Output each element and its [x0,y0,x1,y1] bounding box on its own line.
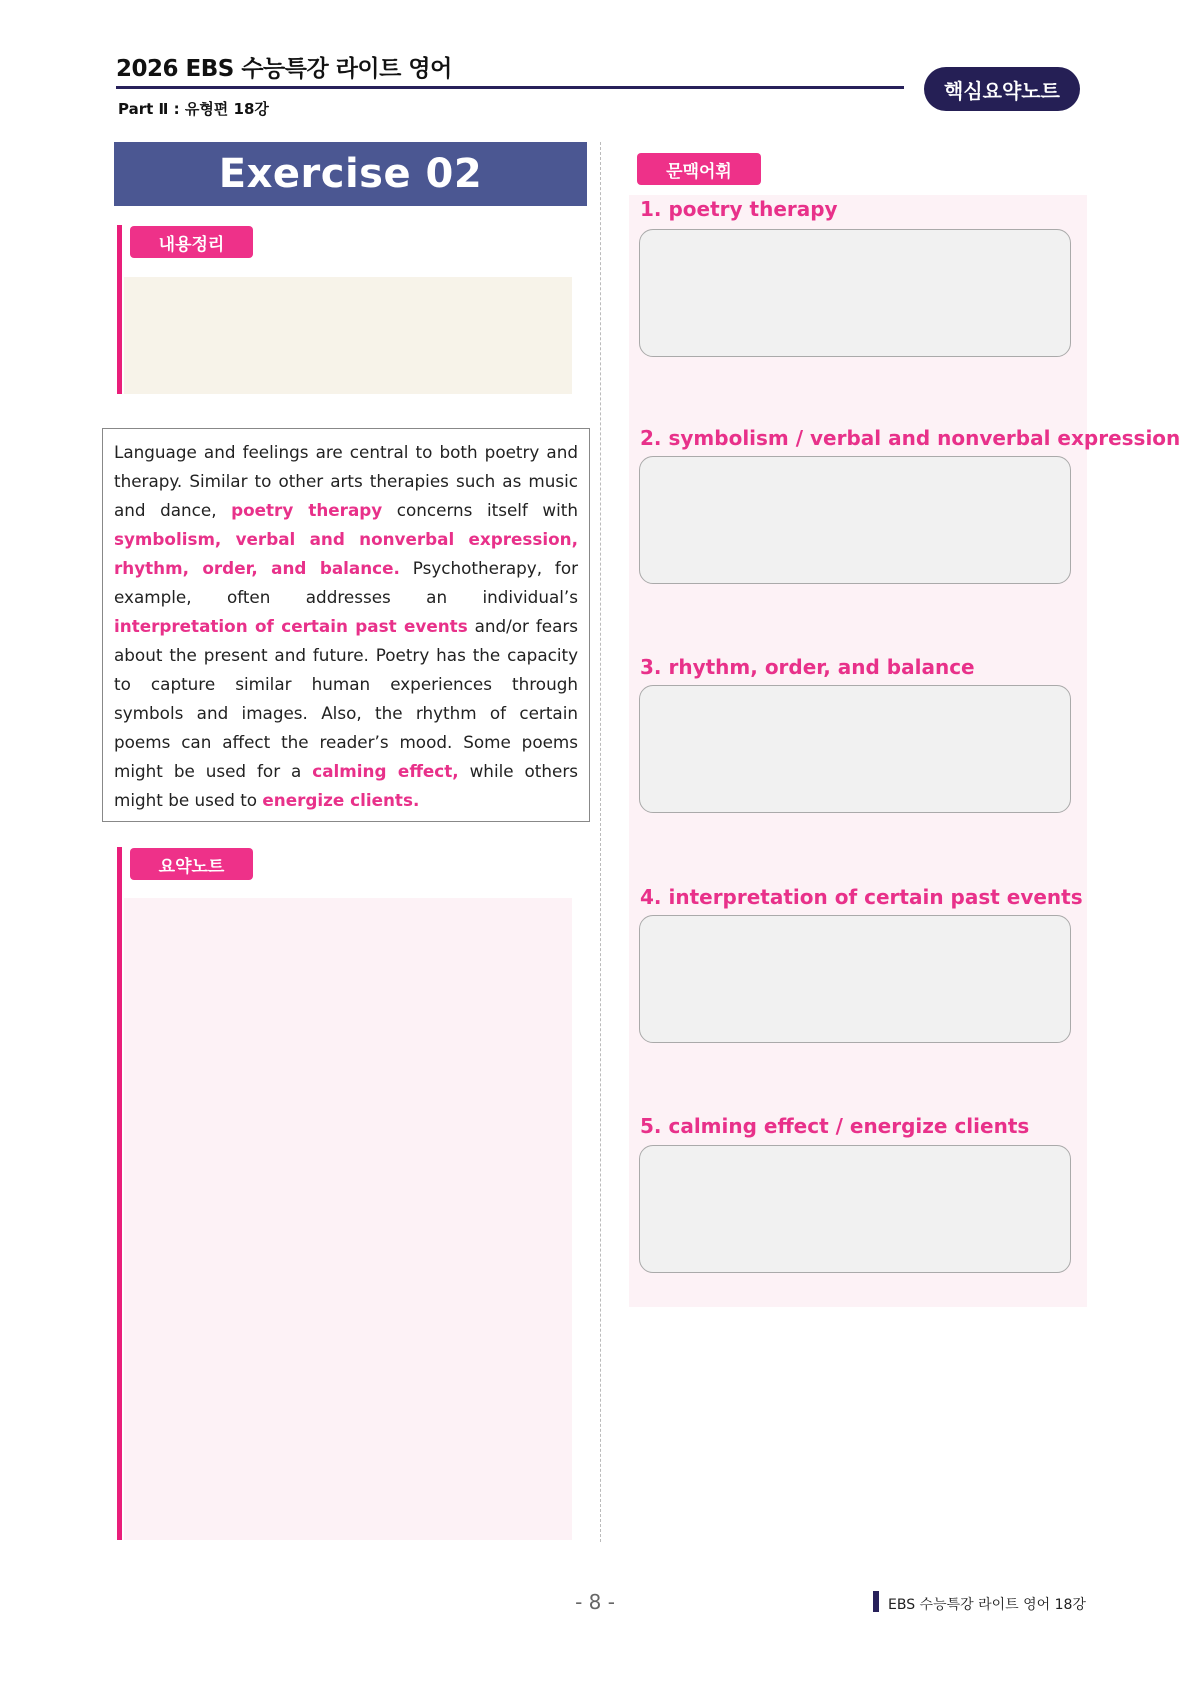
header-rule [116,86,904,89]
passage-segment: Language and feelings are central to both poetry and therapy. Similar to other arts therapies such as music and dance, [114,442,578,520]
passage-highlight: calming effect, [312,761,459,781]
passage-highlight: poetry therapy [231,500,383,520]
content-summary-area [124,277,572,394]
passage-box [102,428,590,822]
content-summary-tag: 내용정리 [130,226,253,258]
vocab-answer-box-3[interactable] [639,685,1071,813]
summary-section-bar [117,847,122,1540]
passage-highlight: symbolism, verbal and nonverbal expression, rhythm, order, and balance. [114,529,578,578]
vocab-term-1: 1. poetry therapy [640,197,838,221]
passage-segment: Psychotherapy, for example, often addresses an individual’s [114,558,578,607]
part-label: Part Ⅱ : 유형편 18강 [118,100,269,118]
summary-note-tag: 요약노트 [130,848,253,880]
content-section-bar [117,225,122,394]
passage-text [114,438,578,815]
vocab-answer-box-1[interactable] [639,229,1071,357]
page-number: - 8 - [575,1590,615,1614]
vocab-term-5: 5. calming effect / energize clients [640,1114,1030,1138]
passage-segment: concerns itself with [382,500,578,520]
vocab-term-4: 4. interpretation of certain past events [640,885,1083,909]
vocab-answer-box-5[interactable] [639,1145,1071,1273]
passage-highlight: energize clients. [262,790,420,810]
summary-note-area [124,898,572,1540]
passage-segment: while others might be used to [114,761,578,810]
document-title: 2026 EBS 수능특강 라이트 영어 [116,56,452,82]
vocab-answer-box-4[interactable] [639,915,1071,1043]
column-divider [600,142,601,1542]
footer-label: EBS 수능특강 라이트 영어 18강 [888,1597,1086,1613]
exercise-title-banner: Exercise 02 [114,142,587,206]
vocab-term-3: 3. rhythm, order, and balance [640,655,975,679]
vocab-answer-box-2[interactable] [639,456,1071,584]
vocab-term-2: 2. symbolism / verbal and nonverbal expression [640,426,1181,450]
footer-bar [873,1591,879,1612]
passage-highlight: interpretation of certain past events [114,616,468,636]
context-vocab-tag: 문맥어휘 [637,153,761,185]
passage-segment: and/or fears about the present and future. Poetry has the capacity to capture similar human experiences through symbols and images. Also, the rhythm of certain poems can affect the reader’s mood. Some poems might be used for a [114,616,578,781]
core-summary-badge: 핵심요약노트 [924,67,1080,111]
